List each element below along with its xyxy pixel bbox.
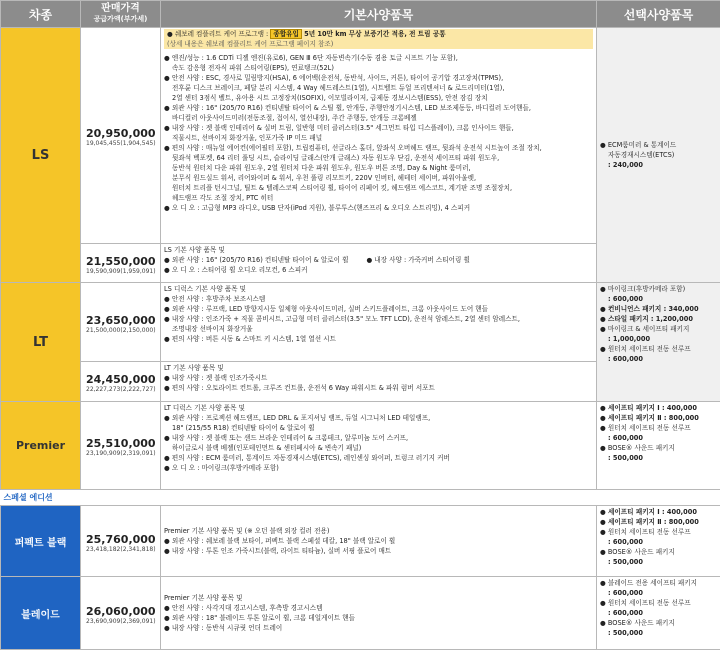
header-price-main: 판매가격: [81, 3, 160, 14]
header-basic: 기본사양품목: [161, 1, 597, 28]
spec-line: 전후륜 디스크 브레이크, 페달 분리 시스템, 4 Way 헤드레스트(1열), 시트벨트 듀얼 프리텐셔너 & 로드리미터(1열),: [164, 83, 593, 93]
spec-line: LT 기본 사양 품목 및: [164, 363, 593, 373]
spec-line: ● 외관 사양 : 16" (205/70 R16) 컨티넨탈 타이어 & 스틸 휠, 안개등, 주행안정기시스템, LED 보조제동등, 바디컬러 도어핸들,: [164, 103, 593, 113]
option-line: : 600,000: [600, 433, 717, 443]
special-edition-row: [1, 490, 720, 506]
header-option: 선택사양품목: [597, 1, 720, 28]
price-blade-main: 26,060,000: [86, 605, 157, 618]
option-line: : 500,000: [600, 557, 717, 567]
price-premier: [81, 402, 161, 490]
option-line: ● 세이프티 패키지 Ⅰ : 400,000: [600, 403, 717, 413]
option-line: : 500,000: [600, 628, 717, 638]
trim-premier: Premier: [1, 402, 81, 490]
option-line: : 600,000: [600, 588, 717, 598]
option-line: ● 세이프티 패키지 Ⅱ : 800,000: [600, 517, 717, 527]
option-line: ● 원터치 세이프티 전동 선루프: [600, 344, 717, 354]
price-blade-sub: 23,690,909(2,369,091): [86, 618, 157, 625]
warranty-tag: 종합유입: [270, 29, 301, 39]
spec-line: 18" (215/55 R18) 컨티넨탈 타이어 & 알로이 휠: [164, 423, 593, 433]
spec-line: LS 디럭스 기본 사양 품목 및: [164, 284, 593, 294]
spec-line: 뒷좌석 벡포켓, 64 리터 풀딩 시트, 슬라이딩 글래스(안개 글래스) 자동 원도우 닫김, 운전석 세이프티 파워 원도우,: [164, 153, 593, 163]
spec-line: ● 내장 사양 : 젯 블랙 인테리어 & 실버 트림, 일반형 미터 클러스터(3.5" 세그먼트 타입 디스플레이), 크롬 인사이드 핸들,: [164, 123, 593, 133]
warranty-notice-detail: (상세 내용은 쉐보레 컴플리트 케어 프로그램 페이지 참조): [164, 39, 593, 49]
options-ls: [597, 28, 720, 283]
header-trim: 차종: [1, 1, 81, 28]
basic-ls: [161, 28, 597, 244]
row-lt: [1, 283, 720, 362]
spec-line: ● 내장 사양 : 투톤 인조 가죽시트(블랙, 라이트 티타늄), 실버 서핑 플로어 매트: [164, 546, 593, 556]
options-premier: [597, 402, 720, 490]
option-line: ● BOSE® 사운드 패키지: [600, 547, 717, 557]
spec-line: 헤드램프 각도 조절 장치, PTC 히터: [164, 193, 593, 203]
options-blade: [597, 577, 720, 650]
basic-perfect-black: [161, 506, 597, 577]
price-lt-deluxe-sub: 22,227,273(2,222,727): [86, 386, 157, 393]
price-lt-main: 23,650,000: [86, 314, 157, 327]
price-perfect-black: [81, 506, 161, 577]
spec-line: 분무식 원드실드 워셔, 리어와이퍼 & 워셔, 우천 풀링 리모트키, 220V 인버터, 헤테터 세이버, 파워아울렛,: [164, 173, 593, 183]
price-ls-deluxe-sub: 19,590,909(1,959,091): [86, 268, 157, 275]
price-ls-sub: 19,045,455(1,904,545): [86, 140, 157, 147]
spec-line: ● 편의 사양 : 오토라이트 컨트롤, 크루즈 컨트롤, 운전석 6 Way 파워시트 & 파워 럼버 서포트: [164, 383, 593, 393]
spec-line: ● 외관 사양 : 쉐보레 블랙 보타이, 퍼펙트 블랙 스페셜 데칼, 18" 블랙 알로이 휠: [164, 536, 593, 546]
row-blade: [1, 577, 720, 650]
spec-line: 직물시트, 선바이저 화장거울, 인포가죽 IP 미드 패널: [164, 133, 593, 143]
options-perfect-black: [597, 506, 720, 577]
spec-line: ● 편의 사양 : ECM 룸미러, 통계이드 자동경재시스템(ETCS), 레인센싱 와이퍼, 트렁크 러기지 커버: [164, 453, 593, 463]
spec-line: 조명내장 선바이저 화장거울: [164, 324, 593, 334]
option-line: 자동경재시스템(ETCS): [600, 150, 717, 160]
price-ls-main: 20,950,000: [86, 127, 157, 140]
spec-line: ● 편의 사양 : 버튼 시동 & 스마트 키 시스템, 1열 열선 시트: [164, 334, 593, 344]
option-line: ● BOSE® 사운드 패키지: [600, 443, 717, 453]
basic-lt: [161, 283, 597, 362]
spec-line: ● 외관 사양 : 16" (205/70 R16) 컨티넨탈 타이어 & 알로이 휠 ● 내장 사양 : 가죽커버 스티어링 휠: [164, 255, 593, 265]
spec-line: Premier 기본 사양 품목 및 (※ 오던 블랙 외장 컬러 전용): [164, 526, 593, 536]
spec-line: ● 오 디 오 : 마이링크(후방카메라 포함): [164, 463, 593, 473]
price-ls-deluxe: [81, 244, 161, 283]
spec-line: ● 내장 사양 : 젯 블랙 또는 샌드 브라운 인테리어 & 크롬테크, 알루미늄 도어 스커프,: [164, 433, 593, 443]
option-line: ● 세이프티 패키지 Ⅰ : 400,000: [600, 507, 717, 517]
header-price-sub: 공급가액(부가세): [81, 14, 160, 25]
option-line: ● 원터치 세이프티 전동 선루프: [600, 598, 717, 608]
row-perfect-black: [1, 506, 720, 577]
price-lt-sub: 21,500,000(2,150,000): [86, 327, 157, 334]
price-lt-deluxe-main: 24,450,000: [86, 373, 157, 386]
spec-line: 바디컬러 아웃사이드미러(전동조절, 접이식, 열선내장), 주간 주행등, 안개등 크롬베젤: [164, 113, 593, 123]
row-premier: [1, 402, 720, 490]
price-premier-sub: 23,190,909(2,319,091): [86, 450, 157, 457]
option-line: ● 블레이드 전용 세이프티 패키지: [600, 578, 717, 588]
warranty-notice: ● 쉐보레 컴플리트 케어 프로그램 : 종합유입 5년 10만 km 무상 보증기간 적용, 전 트림 공통: [164, 29, 593, 39]
option-line: ● ECM룸미러 & 통계이드: [600, 140, 717, 150]
option-line: : 600,000: [600, 354, 717, 364]
spec-line: LS 기본 사양 품목 및: [164, 245, 593, 255]
spec-line: 하이글로시 블랙 베젤(인포테인먼트 & 센터페시아 & 변속기 패널): [164, 443, 593, 453]
spec-line: ● 안전 사양 : 사각지대 경고시스템, 후측방 경고시스템: [164, 603, 593, 613]
trim-blade: 블레이드: [1, 577, 81, 650]
special-edition-title: 스페셜 에디션: [1, 490, 720, 506]
option-line: : 600,000: [600, 294, 717, 304]
basic-ls-deluxe: [161, 244, 597, 283]
trim-ls: LS: [1, 28, 81, 283]
spec-line: ● 내장 사양 : 동반석 시큐릿 언더 트레이: [164, 623, 593, 633]
option-line: ● BOSE® 사운드 패키지: [600, 618, 717, 628]
option-line: : 600,000: [600, 608, 717, 618]
spec-line: ● 안전 사양 : 후방주차 보조시스템: [164, 294, 593, 304]
option-line: : 240,000: [600, 160, 717, 170]
spec-line: ● 오 디 오 : 스티어링 휠 오디오 리모컨, 6 스피커: [164, 265, 593, 275]
option-line: : 600,000: [600, 537, 717, 547]
trim-perfect-black: 퍼펙트 블랙: [1, 506, 81, 577]
price-ls: [81, 28, 161, 244]
row-ls: [1, 28, 720, 244]
spec-line: ● 외관 사양 : 18" 블레이드 투톤 알로이 휠, 크롬 데일게이트 핸들: [164, 613, 593, 623]
price-lt-deluxe: [81, 362, 161, 402]
spec-line: ● 편의 사양 : 매뉴얼 에어컨(에어필터 포함), 트립컴퓨터, 선글라스 홀더, 앞좌석 오버헤드 램프, 뒷좌석 운전석 시트높이 조절 장치,: [164, 143, 593, 153]
price-perfect-black-main: 25,760,000: [86, 533, 157, 546]
spec-line: 속도 감응형 전자식 파워 스티어링(EPS), 연료탱크(52L): [164, 63, 593, 73]
option-line: : 500,000: [600, 453, 717, 463]
spec-line: 2열 센터 3점식 벨트, 유아용 시트 고정장치(ISOFIX), 이모빌라이저, 급제동 경보시스템(ESS), 안전 잠김 장치: [164, 93, 593, 103]
spec-line: ● 내장 사양 : 젯 블랙 인조가죽시트: [164, 373, 593, 383]
basic-lt-deluxe: [161, 362, 597, 402]
trim-lt: LT: [1, 283, 81, 402]
header-price: [81, 1, 161, 28]
option-line: ● 원터치 세이프티 전동 선루프: [600, 423, 717, 433]
option-line: ● 원터치 세이프티 전동 선루프: [600, 527, 717, 537]
spec-line: ● 엔진/성능 : 1.6 CDTi 디젤 엔진(유로6), GEN Ⅲ 6단 자동변속기(수동 겸용 토글 시프트 기능 포함),: [164, 53, 593, 63]
header-row: [1, 1, 720, 28]
spec-line: ● 안전 사양 : ESC, 경사로 밀림방지(HSA), 6 에어백(운전석, 동반석, 사이드, 커튼), 타이어 공기압 경고장치(TPMS),: [164, 73, 593, 83]
price-blade: [81, 577, 161, 650]
price-lt: [81, 283, 161, 362]
spec-line: ● 내장 사양 : 인조가죽 + 직물 콤비시트, 고급형 미터 클러스터(3.5" 모노 TFT LCD), 운전석 암레스트, 2열 센터 암레스트,: [164, 314, 593, 324]
option-line: ● 컨비니언스 패키지 : 340,000: [600, 304, 717, 314]
spec-line: 원터치 트리플 턴시그널, 틸트 & 텔레스코픽 스티어링 휠, 타이어 리페어 킷, 헤드램프 에스코트, 계기판 조명 조절장치,: [164, 183, 593, 193]
option-line: ● 스타일 패키지 : 1,200,000: [600, 314, 717, 324]
option-line: ● 세이프티 패키지 Ⅱ : 800,000: [600, 413, 717, 423]
basic-blade: [161, 577, 597, 650]
spec-line: ● 외관 사양 : 프로젝션 헤드램프, LED DRL & 포지셔닝 램프, 듀얼 시그니처 LED 테일램프,: [164, 413, 593, 423]
option-line: : 1,000,000: [600, 334, 717, 344]
option-line: ● 마이링크(후방카메라 포함): [600, 284, 717, 294]
spec-line: ● 오 디 오 : 고급형 MP3 라디오, USB 단자(iPod 지원), 블루투스(핸즈프리 & 오디오 스트리밍), 4 스피커: [164, 203, 593, 213]
option-line: ● 마이링크 & 세이프티 패키지: [600, 324, 717, 334]
spec-line: LT 디럭스 기본 사양 품목 및: [164, 403, 593, 413]
basic-premier: [161, 402, 597, 490]
price-premier-main: 25,510,000: [86, 437, 157, 450]
options-lt: [597, 283, 720, 402]
price-perfect-black-sub: 23,418,182(2,341,818): [86, 546, 157, 553]
spec-line: Premier 기본 사양 품목 및: [164, 593, 593, 603]
spec-line: ● 외관 사양 : 루프랙, LED 방향지시등 일체형 아웃사이드미러, 실버 스키드플레이트, 크롬 아웃사이드 도어 핸들: [164, 304, 593, 314]
price-ls-deluxe-main: 21,550,000: [86, 255, 157, 268]
spec-line: 동반석 원터치 다운 파워 원도우, 2열 원터치 다운 파워 원도우, 원도우 버튼 조명, Day & Night 룸미러,: [164, 163, 593, 173]
